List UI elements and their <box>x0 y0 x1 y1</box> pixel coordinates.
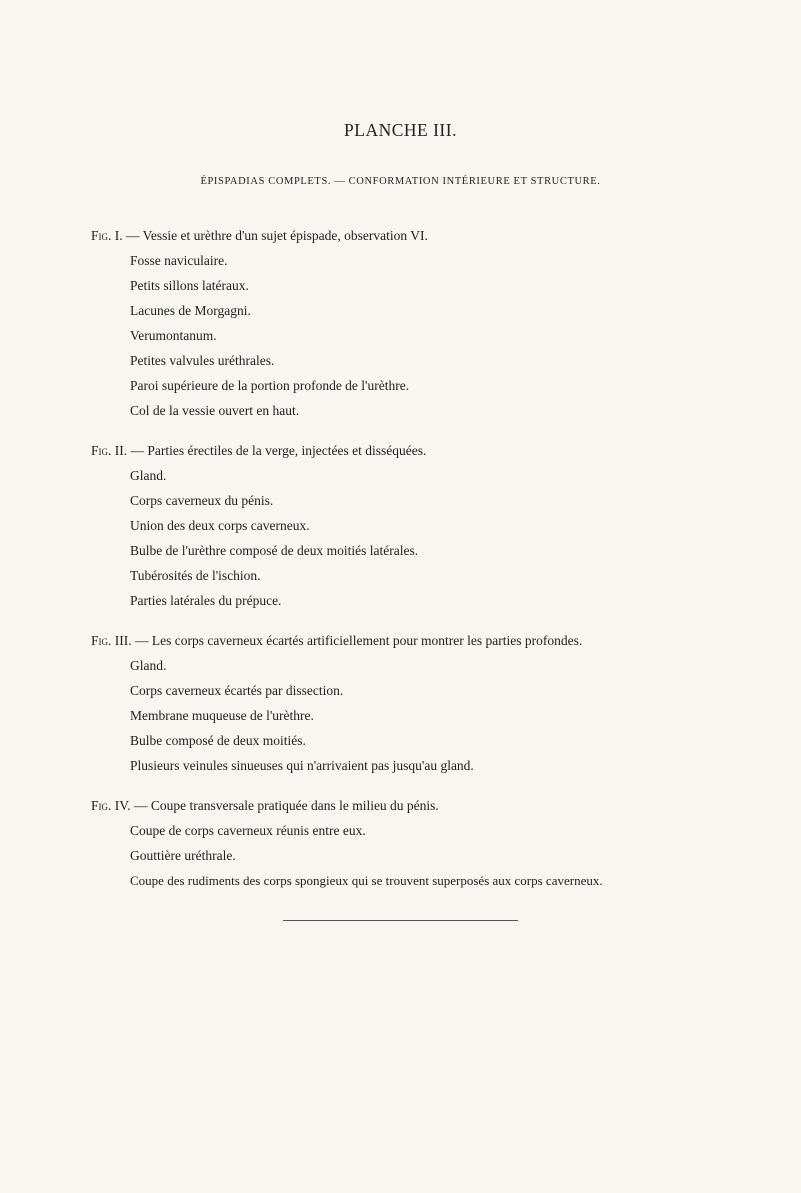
legend-text: Petits sillons latéraux. <box>130 278 249 293</box>
plate-title: PLANCHE III. <box>344 120 457 140</box>
legend-text: Tubérosités de l'ischion. <box>130 568 261 583</box>
legend-text: Col de la vessie ouvert en haut. <box>130 403 300 418</box>
figure-2-caption: — Parties érectiles de la verge, injectées et disséquées. <box>130 443 427 458</box>
legend-text: Fosse naviculaire. <box>130 253 228 268</box>
legend-text: Gland. <box>130 658 167 673</box>
figure-1-caption: — Vessie et urèthre d'un sujet épispade, observation VI. <box>126 228 428 243</box>
figure-3-caption: — Les corps caverneux écartés artificiellement pour montrer les parties profondes. <box>135 633 583 648</box>
legend-text: Bulbe de l'urèthre composé de deux moitiés latérales. <box>130 543 419 558</box>
figure-4-heading <box>91 798 439 814</box>
legend-text: Plusieurs veinules sinueuses qui n'arrivaient pas jusqu'au gland. <box>130 758 474 773</box>
legend-text: Paroi supérieure de la portion profonde de l'urèthre. <box>130 378 410 393</box>
plate-subtitle: ÉPISPADIAS COMPLETS. — CONFORMATION INTÉRIEURE ET STRUCTURE. <box>200 176 601 187</box>
figure-2-label: Fig. II. <box>91 443 128 458</box>
legend-text: Petites valvules uréthrales. <box>130 353 275 368</box>
figure-2-heading <box>91 443 426 459</box>
legend-text: Coupe de corps caverneux réunis entre eux. <box>130 823 366 838</box>
figure-1-label: Fig. I. <box>91 228 123 243</box>
legend-text: Bulbe composé de deux moitiés. <box>130 733 306 748</box>
legend-text: Gouttière uréthrale. <box>130 848 236 863</box>
figure-1-heading <box>91 228 428 244</box>
legend-text: Gland. <box>130 468 167 483</box>
legend-text: Lacunes de Morgagni. <box>130 303 251 318</box>
legend-text: Parties latérales du prépuce. <box>130 593 282 608</box>
legend-text: Coupe des rudiments des corps spongieux qui se trouvent superposés aux corps caverneux. <box>130 873 603 888</box>
legend-text: Corps caverneux du pénis. <box>130 493 274 508</box>
closing-rule <box>283 920 518 921</box>
legend-text: Union des deux corps caverneux. <box>130 518 310 533</box>
legend-text: Corps caverneux écartés par dissection. <box>130 683 344 698</box>
legend-text: Verumontanum. <box>130 328 217 343</box>
figure-3-heading <box>91 633 582 649</box>
figure-4-caption: — Coupe transversale pratiquée dans le milieu du pénis. <box>134 798 439 813</box>
figure-4-label: Fig. IV. <box>91 798 131 813</box>
legend-text: Membrane muqueuse de l'urèthre. <box>130 708 314 723</box>
figure-3-label: Fig. III. <box>91 633 132 648</box>
